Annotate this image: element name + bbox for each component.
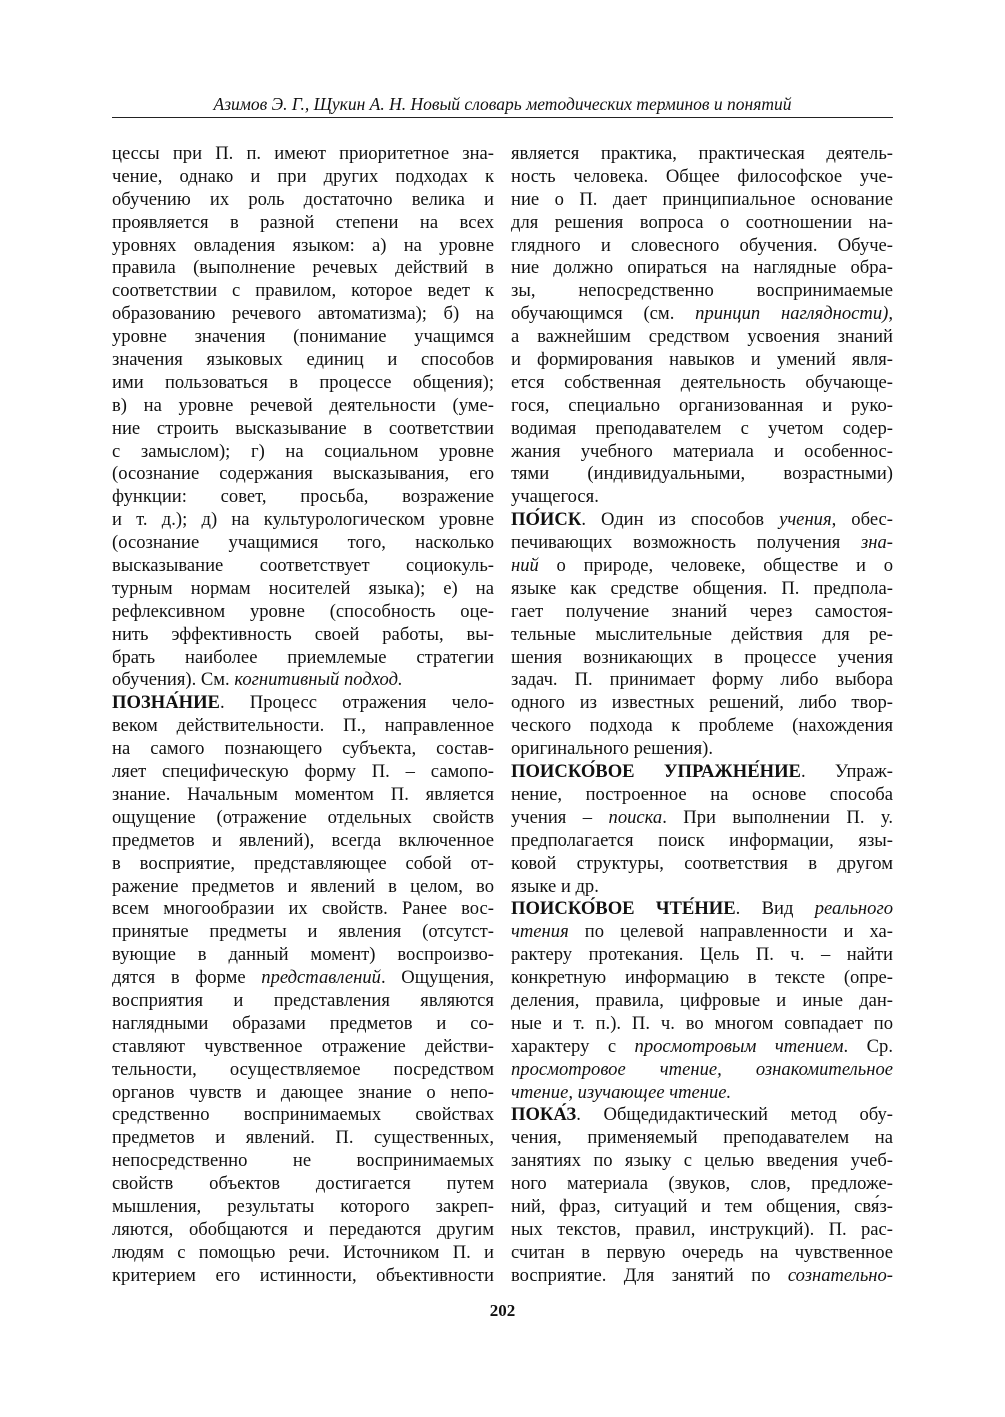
text-line bbox=[511, 990, 893, 1013]
line-text: в восприятие, представляющее собой от- bbox=[112, 852, 494, 874]
text-line bbox=[112, 326, 494, 349]
text-line bbox=[112, 761, 494, 784]
italic-term: когнитивный подход. bbox=[234, 669, 403, 691]
text-line bbox=[112, 189, 494, 212]
left-column bbox=[112, 143, 494, 1288]
italic-term: ний bbox=[511, 555, 539, 577]
text-line bbox=[112, 898, 494, 921]
text-line bbox=[511, 876, 893, 899]
line-text: , обес- bbox=[831, 509, 893, 531]
text-line bbox=[511, 1173, 893, 1196]
text-line bbox=[511, 1127, 893, 1150]
line-text: принятые предметы и явления (отсутст- bbox=[112, 921, 494, 943]
text-line bbox=[511, 235, 893, 258]
text-line bbox=[511, 303, 893, 326]
line-text: . Процесс отражения чело- bbox=[219, 692, 494, 714]
line-text: о природе, человеке, обществе и о bbox=[538, 555, 893, 577]
line-text: мышления, результаты которого закреп- bbox=[112, 1195, 494, 1217]
line-text: критерием его истинности, объективности bbox=[112, 1264, 494, 1286]
text-line bbox=[112, 1013, 494, 1036]
line-text: нение, построенное на основе способа bbox=[511, 783, 893, 805]
text-line bbox=[112, 1082, 494, 1105]
line-text: знание. Начальным моментом П. является bbox=[112, 783, 494, 805]
text-line bbox=[511, 372, 893, 395]
entry-headword: ПОКА́З bbox=[511, 1104, 577, 1126]
text-line bbox=[112, 1219, 494, 1242]
italic-term: учения bbox=[779, 509, 832, 531]
text-line bbox=[511, 349, 893, 372]
line-text: ощущение (отражение отдельных свойств bbox=[112, 806, 494, 828]
line-text: глядного и словесного обучения. Обуче- bbox=[511, 234, 893, 256]
line-text: учащегося. bbox=[511, 486, 599, 508]
line-text: считан в первую очередь на чувственное bbox=[511, 1241, 893, 1263]
line-text: с замыслом); г) на социальном уровне bbox=[112, 440, 494, 462]
line-text: тями (индивидуальными, возрастными) bbox=[511, 463, 893, 485]
line-text: . Упраж- bbox=[800, 761, 893, 783]
line-text: рактеру протекания. Цель П. ч. – найти bbox=[511, 944, 893, 966]
text-line bbox=[511, 692, 893, 715]
text-line bbox=[511, 326, 893, 349]
text-line bbox=[112, 1036, 494, 1059]
text-line bbox=[511, 1196, 893, 1219]
text-line bbox=[112, 372, 494, 395]
text-line bbox=[511, 601, 893, 624]
text-line bbox=[511, 898, 893, 921]
line-text: соответствии с правилом, которое ведет к bbox=[112, 280, 494, 302]
text-line bbox=[511, 555, 893, 578]
line-text: восприятие. Для занятий по bbox=[511, 1264, 788, 1286]
entry-headword: ПОЗНА́НИЕ bbox=[112, 692, 220, 714]
text-line bbox=[511, 257, 893, 280]
line-text: турным нормам носителей языка); е) на bbox=[112, 577, 494, 599]
text-line bbox=[511, 1036, 893, 1059]
text-line bbox=[511, 463, 893, 486]
line-text: и т. д.); д) на культурологическом уровне bbox=[112, 509, 494, 531]
line-text: ется собственная деятельность обучающе- bbox=[511, 371, 893, 393]
line-text: ного материала (звуков, слов, предложе- bbox=[511, 1173, 893, 1195]
line-text: по целевой направленности и ха- bbox=[568, 921, 893, 943]
text-line bbox=[112, 944, 494, 967]
line-text: печивающих возможность получения bbox=[511, 532, 862, 554]
line-text: ность человека. Общее философское уче- bbox=[511, 165, 893, 187]
text-line bbox=[112, 1127, 494, 1150]
line-text: органов чувств и дающее знание о непо- bbox=[112, 1081, 494, 1103]
text-line bbox=[511, 944, 893, 967]
line-text: высказывание соответствует социокуль- bbox=[112, 555, 494, 577]
line-text: функции: совет, просьба, возражение bbox=[112, 486, 494, 508]
italic-term: чтение, изучающее чтение. bbox=[511, 1081, 732, 1103]
text-line bbox=[511, 143, 893, 166]
line-text: предметов и явлений), всегда включенное bbox=[112, 829, 494, 851]
line-text: а важнейшим средством усвоения знаний bbox=[511, 326, 893, 348]
line-text: ставляют чувственное отражение действи- bbox=[112, 1035, 494, 1057]
line-text: дятся в форме bbox=[112, 967, 262, 989]
text-line bbox=[112, 235, 494, 258]
italic-term: поиска bbox=[608, 806, 663, 828]
italic-term: зна- bbox=[861, 532, 893, 554]
page-number: 202 bbox=[489, 1301, 516, 1320]
text-line bbox=[511, 738, 893, 761]
text-line bbox=[112, 463, 494, 486]
line-text: ние должно опираться на наглядные обра- bbox=[511, 257, 893, 279]
line-text: учения – bbox=[511, 806, 609, 828]
line-text: (осознание учащимися того, насколько bbox=[112, 532, 494, 554]
line-text: шения возникающих в процессе учения bbox=[511, 646, 893, 668]
text-line bbox=[112, 1150, 494, 1173]
line-text: чение, однако и при других подходах к bbox=[112, 165, 494, 187]
text-line bbox=[112, 715, 494, 738]
text-line bbox=[112, 853, 494, 876]
line-text: ний, фраз, ситуаций и тем общения, свя́з- bbox=[511, 1195, 893, 1217]
text-line bbox=[511, 578, 893, 601]
text-line bbox=[511, 1219, 893, 1242]
text-line bbox=[112, 669, 494, 692]
text-line bbox=[511, 830, 893, 853]
text-line bbox=[511, 1150, 893, 1173]
line-text: характеру с bbox=[511, 1035, 635, 1057]
line-text: оригинального решения). bbox=[511, 738, 714, 760]
text-line bbox=[112, 601, 494, 624]
text-line bbox=[511, 624, 893, 647]
line-text: цессы при П. п. имеют приоритетное зна- bbox=[112, 143, 494, 164]
line-text: предполагается поиск информации, язы- bbox=[511, 829, 893, 851]
line-text: тельные мыслительные действия для ре- bbox=[511, 623, 893, 645]
line-text: . Общедидактический метод обу- bbox=[576, 1104, 893, 1126]
text-line bbox=[112, 647, 494, 670]
text-line bbox=[511, 189, 893, 212]
text-line bbox=[112, 876, 494, 899]
line-text: и формирования навыков и умений явля- bbox=[511, 349, 893, 371]
text-line bbox=[112, 486, 494, 509]
text-line bbox=[112, 555, 494, 578]
line-text: ражение предметов и явлений в целом, во bbox=[112, 875, 494, 897]
line-text: водимая преподавателем с учетом содер- bbox=[511, 417, 893, 439]
line-text: в) на уровне речевой деятельности (уме- bbox=[112, 394, 494, 416]
text-line bbox=[511, 853, 893, 876]
line-text: ковой структуры, соответствия в другом bbox=[511, 852, 893, 874]
text-line bbox=[511, 441, 893, 464]
line-text: (осознание содержания высказывания, его bbox=[112, 463, 494, 485]
line-text: образованию речевого автоматизма); б) на bbox=[112, 303, 494, 325]
text-line bbox=[511, 1265, 893, 1288]
text-line bbox=[511, 395, 893, 418]
line-text: обучению их роль достаточно велика и bbox=[112, 188, 494, 210]
italic-term: представлений bbox=[261, 967, 381, 989]
text-line bbox=[112, 624, 494, 647]
line-text: зы, непосредственно воспринимаемые bbox=[511, 280, 893, 302]
text-line bbox=[112, 303, 494, 326]
text-line bbox=[112, 830, 494, 853]
line-text: уровне значения (понимание учащимся bbox=[112, 326, 494, 348]
italic-term: просмотровым чтением bbox=[634, 1035, 844, 1057]
entry-headword: ПОИСКО́ВОЕ ЧТЕ́НИЕ bbox=[511, 898, 736, 920]
text-line bbox=[112, 1265, 494, 1288]
line-text: деления, правила, цифровые и иные дан- bbox=[511, 989, 893, 1011]
text-line bbox=[511, 807, 893, 830]
text-line bbox=[112, 967, 494, 990]
text-line bbox=[112, 738, 494, 761]
line-text: . Ср. bbox=[843, 1035, 893, 1057]
text-line bbox=[112, 1173, 494, 1196]
text-line bbox=[112, 692, 494, 715]
line-text: . Вид bbox=[735, 898, 815, 920]
line-text: всем многообразии их свойств. Ранее вос- bbox=[112, 898, 494, 920]
line-text: ляются, обобщаются и передаются другим bbox=[112, 1218, 494, 1240]
text-line bbox=[112, 1242, 494, 1265]
line-text: правила (выполнение речевых действий в bbox=[112, 257, 494, 279]
text-line bbox=[112, 280, 494, 303]
text-line bbox=[511, 212, 893, 235]
line-text: наглядными образами предметов и со- bbox=[112, 1012, 494, 1034]
right-column bbox=[511, 143, 893, 1288]
line-text: средственно воспринимаемых свойствах bbox=[112, 1104, 494, 1126]
text-line bbox=[511, 669, 893, 692]
line-text: проявляется в разной степени на всех bbox=[112, 211, 494, 233]
line-text: непосредственно не воспринимаемых bbox=[112, 1150, 494, 1172]
text-line bbox=[112, 1196, 494, 1219]
text-line bbox=[511, 532, 893, 555]
line-text: значения языковых единиц и способов bbox=[112, 349, 494, 371]
line-text: уровнях овладения языком: а) на уровне bbox=[112, 234, 494, 256]
line-text: одного из известных решений, либо твор- bbox=[511, 692, 893, 714]
line-text: людям с помощью речи. Источником П. и bbox=[112, 1241, 494, 1263]
line-text: языке и др. bbox=[511, 875, 599, 897]
line-text: нить эффективность своей работы, вы- bbox=[112, 623, 494, 645]
text-line bbox=[511, 784, 893, 807]
line-text: ные и т. п.). П. ч. во многом совпадает по bbox=[511, 1012, 893, 1034]
text-line bbox=[511, 647, 893, 670]
line-text: ние строить высказывание в соответствии bbox=[112, 417, 494, 439]
text-line bbox=[112, 784, 494, 807]
text-line bbox=[112, 257, 494, 280]
text-line bbox=[112, 441, 494, 464]
line-text: предметов и явлений. П. существенных, bbox=[112, 1127, 494, 1149]
line-text: вующие в данный момент) воспроизво- bbox=[112, 944, 494, 966]
line-text: занятиях по языку с целью введения учеб- bbox=[511, 1150, 893, 1172]
italic-term: сознательно- bbox=[787, 1264, 893, 1286]
text-line bbox=[511, 715, 893, 738]
italic-term: просмотровое чтение, ознакомительное bbox=[511, 1058, 893, 1080]
line-text: восприятия и представления являются bbox=[112, 989, 494, 1011]
text-line bbox=[511, 509, 893, 532]
line-text: ими пользоваться в процессе общения); bbox=[112, 371, 494, 393]
text-line bbox=[511, 418, 893, 441]
line-text: является практика, практическая деятель- bbox=[511, 143, 893, 164]
italic-term: реального bbox=[814, 898, 893, 920]
line-text: гает получение знаний через самостоя- bbox=[511, 600, 893, 622]
line-text: свойств объектов достигается путем bbox=[112, 1173, 494, 1195]
text-line bbox=[112, 418, 494, 441]
line-text: веком действительности. П., направленное bbox=[112, 715, 494, 737]
line-text: ляет специфическую форму П. – самопо- bbox=[112, 761, 494, 783]
text-line bbox=[511, 486, 893, 509]
text-line bbox=[112, 578, 494, 601]
text-line bbox=[511, 921, 893, 944]
text-line bbox=[112, 1059, 494, 1082]
line-text: . Ощущения, bbox=[380, 967, 494, 989]
text-line bbox=[511, 1059, 893, 1082]
line-text: для решения вопроса о соотношении на- bbox=[511, 211, 893, 233]
line-text: гося, специально организованная и руко- bbox=[511, 394, 893, 416]
line-text: ных текстов, правил, инструкций). П. рас- bbox=[511, 1218, 893, 1240]
line-text: языке как средстве общения. П. предпола- bbox=[511, 577, 893, 599]
text-line bbox=[112, 395, 494, 418]
entry-headword: ПОИСКО́ВОЕ УПРАЖНЕ́НИЕ bbox=[511, 761, 801, 783]
text-line bbox=[511, 1104, 893, 1127]
line-text: ние о П. дает принципиальное основание bbox=[511, 188, 893, 210]
line-text: задач. П. принимает форму либо выбора bbox=[511, 669, 893, 691]
line-text: конкретную информацию в тексте (опре- bbox=[511, 967, 893, 989]
text-line bbox=[511, 761, 893, 784]
text-line bbox=[511, 967, 893, 990]
line-text: жания учебного материала и особеннос- bbox=[511, 440, 893, 462]
line-text: чения, применяемый преподавателем на bbox=[511, 1127, 893, 1149]
entry-headword: ПО́ИСК bbox=[511, 509, 582, 531]
text-line bbox=[112, 349, 494, 372]
text-line bbox=[511, 1013, 893, 1036]
line-text: рефлексивном уровне (способность оце- bbox=[112, 600, 494, 622]
header-rule bbox=[112, 117, 893, 118]
text-line bbox=[511, 1082, 893, 1105]
text-line bbox=[112, 1104, 494, 1127]
text-line bbox=[112, 509, 494, 532]
text-line bbox=[112, 212, 494, 235]
line-text: тельности, осуществляемое посредством bbox=[112, 1058, 494, 1080]
text-line bbox=[112, 990, 494, 1013]
line-text: брать наиболее приемлемые стратегии bbox=[112, 646, 494, 668]
line-text: на самого познающего субъекта, состав- bbox=[112, 738, 494, 760]
line-text: . При выполнении П. у. bbox=[662, 806, 894, 828]
text-line bbox=[112, 807, 494, 830]
italic-term: принцип наглядности), bbox=[695, 303, 893, 325]
line-text: обучающимся (см. bbox=[511, 303, 696, 325]
running-header: Азимов Э. Г., Щукин А. Н. Новый словарь методических терминов и понятий bbox=[213, 94, 792, 114]
text-line bbox=[511, 280, 893, 303]
line-text: ческого подхода к проблеме (нахождения bbox=[511, 715, 893, 737]
text-line bbox=[112, 532, 494, 555]
text-line bbox=[112, 166, 494, 189]
italic-term: чтения bbox=[511, 921, 569, 943]
text-line bbox=[511, 166, 893, 189]
text-line bbox=[511, 1242, 893, 1265]
text-line bbox=[112, 921, 494, 944]
text-line bbox=[112, 143, 494, 166]
line-text: обучения). См. bbox=[112, 669, 235, 691]
line-text: . Один из способов bbox=[581, 509, 780, 531]
